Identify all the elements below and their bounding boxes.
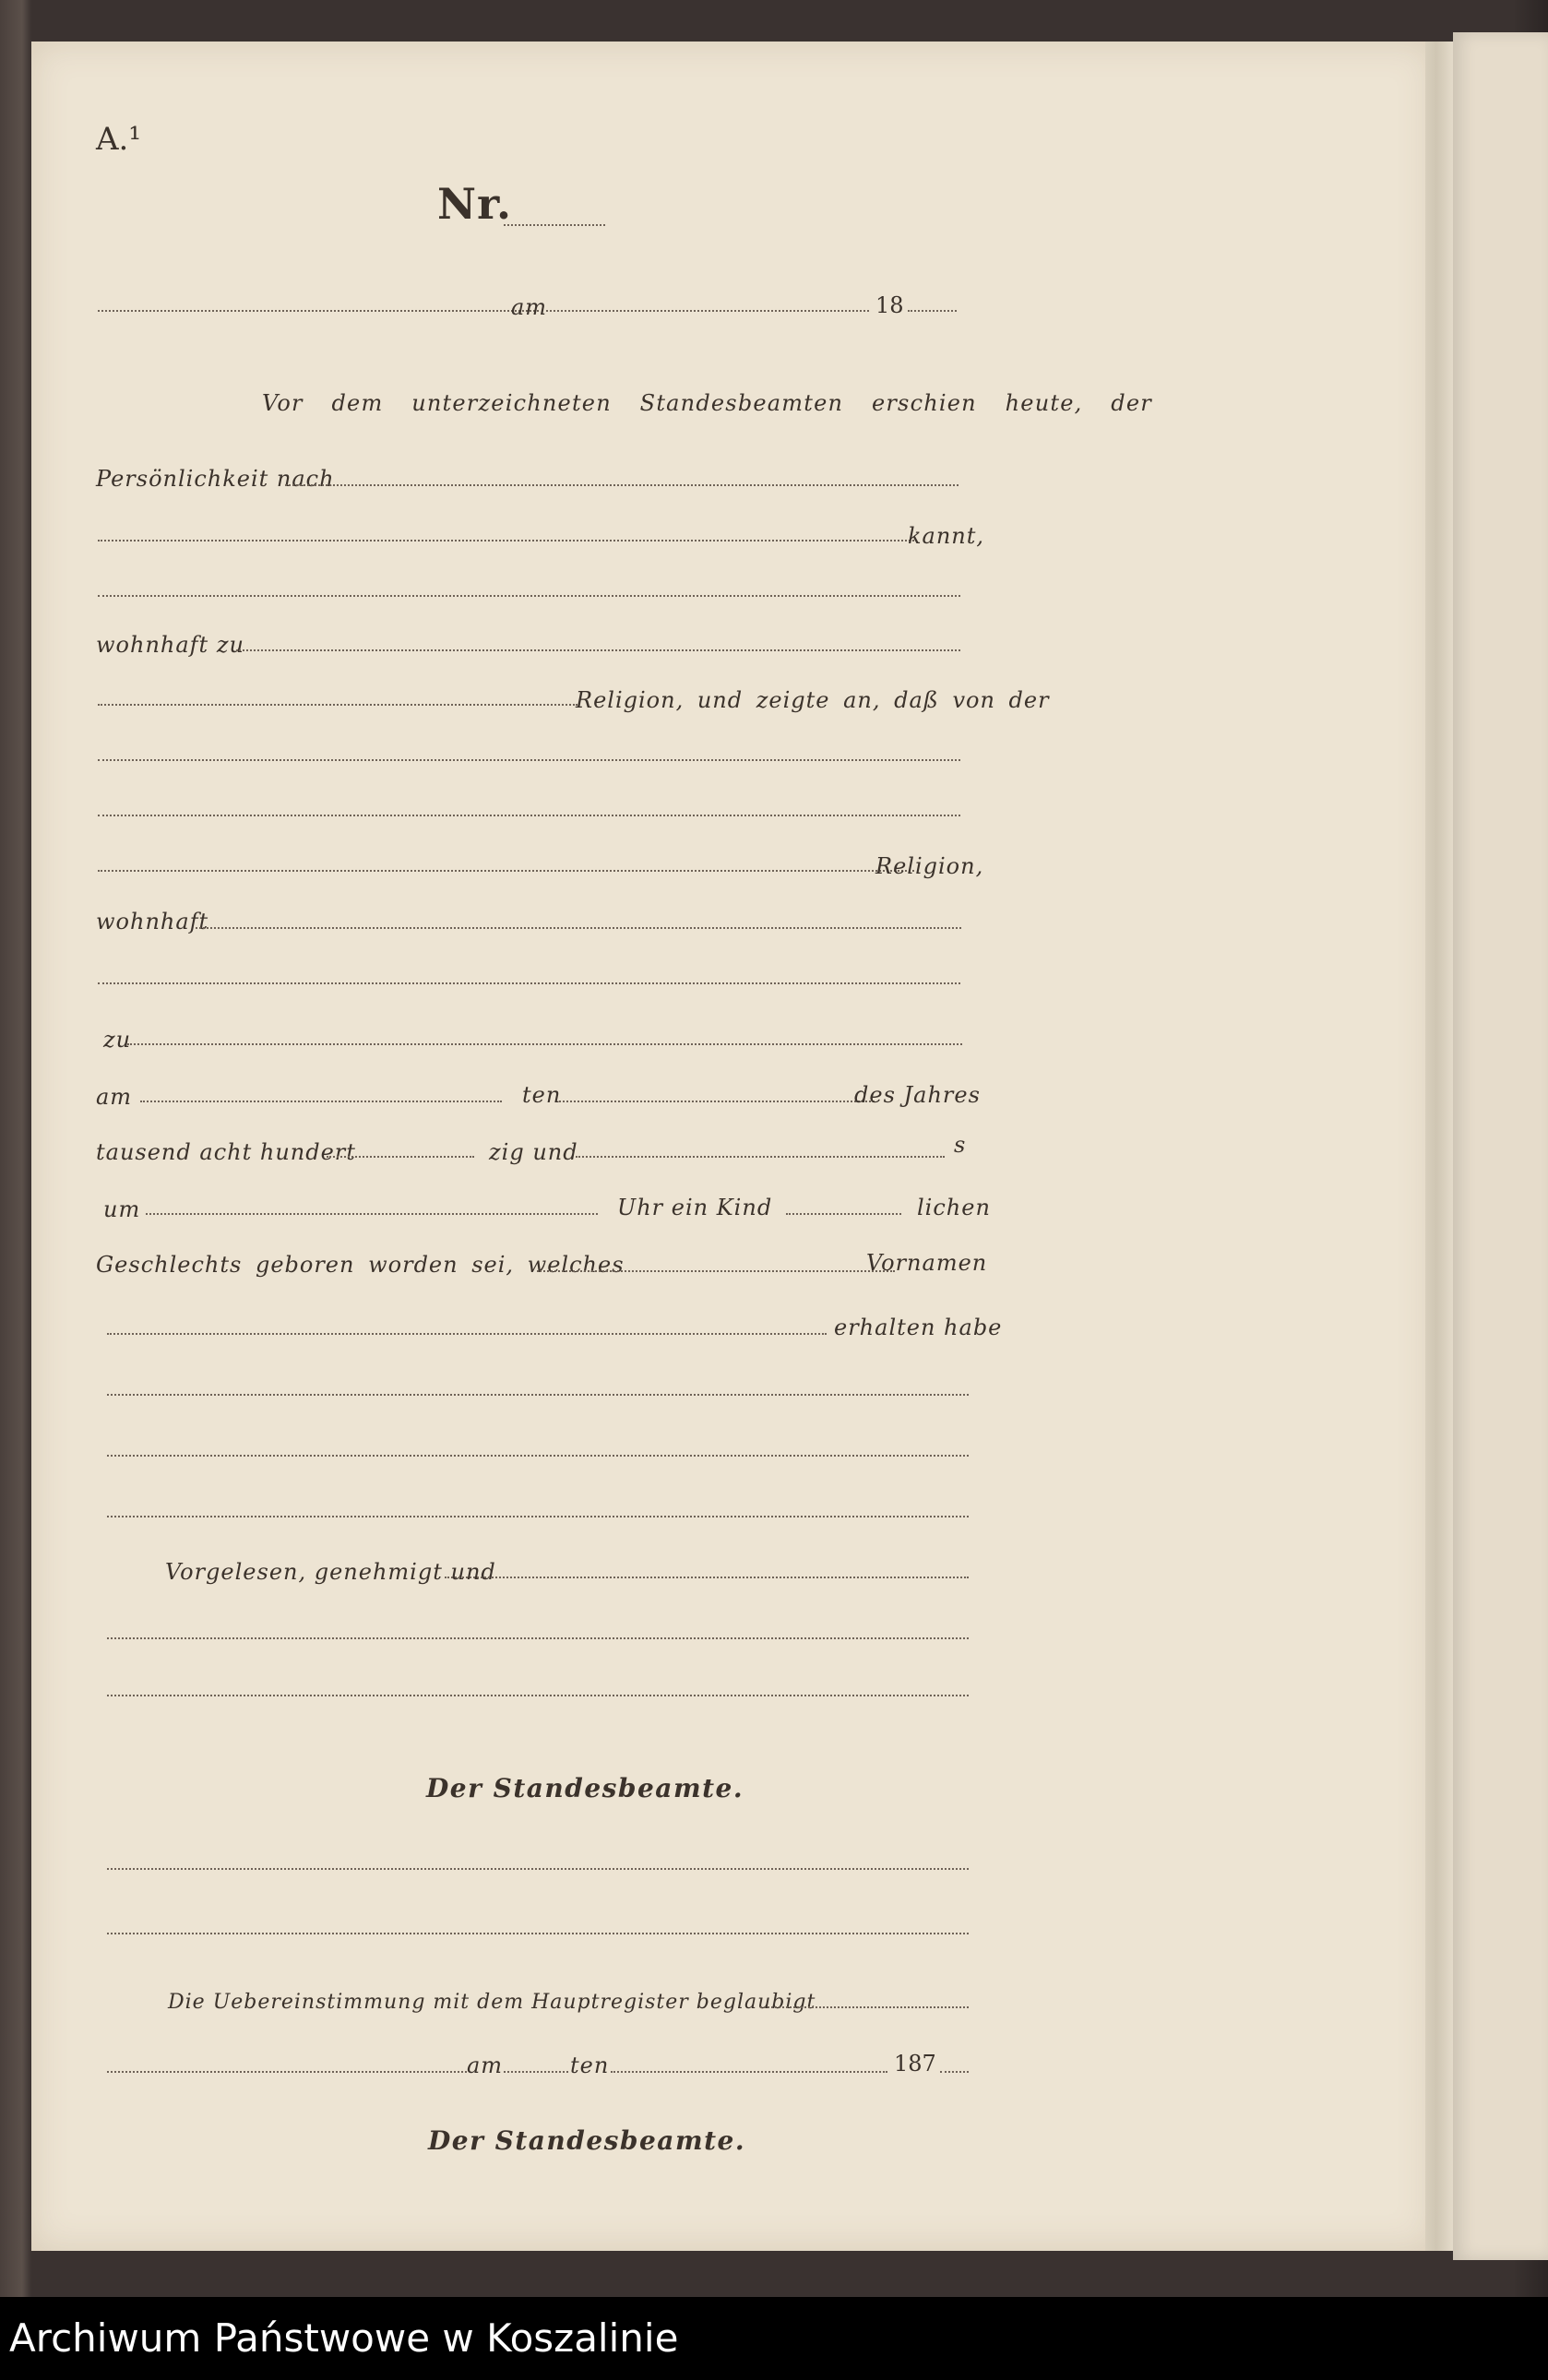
birth-ten-label: ten (522, 1082, 562, 1108)
cert-place-line (107, 2071, 467, 2073)
blank-line-4 (98, 982, 960, 984)
religion-zeigte-label: Religion, und zeigte an, daß von der (576, 687, 1050, 713)
year-prefix-18: 18 (875, 292, 904, 318)
date-label: am (511, 294, 548, 320)
religion-label: Religion, (875, 853, 984, 879)
blank-line-9 (107, 1695, 969, 1696)
blank-line-8 (107, 1637, 969, 1639)
form-page (31, 42, 1434, 2251)
place-line (98, 310, 539, 312)
uhr-kind-label: Uhr ein Kind (617, 1195, 773, 1220)
zu-line (127, 1043, 962, 1045)
uebereinstimmung-label: Die Uebereinstimmung mit dem Hauptregister beglaubigt (168, 1991, 816, 2014)
um-label: um (103, 1196, 141, 1222)
record-number-line (504, 224, 605, 226)
persoenlichkeit-line (285, 484, 959, 486)
cert-am-label: am (467, 2053, 504, 2078)
blank-line-1 (98, 595, 960, 597)
standesbeamte-signature-1: Der Standesbeamte. (426, 1773, 744, 1803)
blank-line-2 (98, 759, 960, 761)
vornamen-line (537, 1270, 895, 1272)
blank-line-3 (98, 815, 960, 816)
form-code: A.¹ (96, 121, 141, 158)
persoenlichkeit-label: Persönlichkeit nach (96, 466, 335, 492)
lichen-label: lichen (917, 1195, 991, 1220)
blank-line-5 (107, 1394, 969, 1396)
s-suffix: s (954, 1132, 967, 1158)
cert-year-prefix: 187 (894, 2051, 936, 2077)
archive-footer (0, 2297, 1548, 2380)
birth-month-line (559, 1101, 875, 1102)
zu-label: zu (103, 1027, 132, 1053)
vorgelesen-label: Vorgelesen, genehmigt und (165, 1559, 496, 1585)
wohnhaft-zu-line (236, 649, 960, 651)
year-line (908, 310, 957, 312)
page-fold (1425, 42, 1453, 2251)
hour-line (146, 1213, 598, 1215)
des-jahres-label: des Jahres (854, 1082, 981, 1108)
identity-line (98, 540, 914, 541)
date-line (546, 310, 869, 312)
decade-line (327, 1156, 474, 1158)
wohnhaft-zu-label: wohnhaft zu (96, 632, 244, 658)
facing-page-edge (1453, 32, 1548, 2260)
sex-line (786, 1213, 901, 1215)
unit-year-line (576, 1156, 945, 1158)
geschlechts-label: Geschlechts geboren worden sei, welches (96, 1252, 625, 1278)
blank-line-11 (107, 1933, 969, 1934)
vornamen-label: Vornamen (866, 1250, 988, 1276)
birth-day-line (140, 1101, 502, 1102)
blank-line-6 (107, 1455, 969, 1457)
cert-month-line (611, 2071, 887, 2073)
blank-line-7 (107, 1516, 969, 1517)
blank-line-10 (107, 1868, 969, 1870)
religion-line-2 (98, 870, 914, 872)
birth-am-label: am (96, 1084, 133, 1110)
zig-und-label: zig und (489, 1139, 578, 1165)
religion-line-1 (98, 704, 578, 706)
kannt-label: kannt, (908, 523, 985, 549)
tausend-label: tausend acht hundert (96, 1139, 356, 1165)
standesbeamte-signature-2: Der Standesbeamte. (428, 2125, 746, 2156)
erhalten-label: erhalten habe (834, 1315, 1003, 1340)
cert-ten-label: ten (570, 2053, 610, 2078)
uebereinstimmung-line (760, 2006, 969, 2008)
cert-year-line (940, 2071, 969, 2073)
cert-day-line (504, 2071, 568, 2073)
record-number-label: Nr. (437, 179, 513, 229)
archive-name: Archiwum Państwowe w Koszalinie (9, 2315, 679, 2361)
name-line (107, 1333, 827, 1335)
vorgelesen-line (445, 1577, 969, 1578)
wohnhaft-line (196, 927, 961, 929)
wohnhaft-label: wohnhaft (96, 909, 209, 934)
intro-text: Vor dem unterzeichneten Standesbeamten erschien heute, der (262, 390, 1152, 416)
